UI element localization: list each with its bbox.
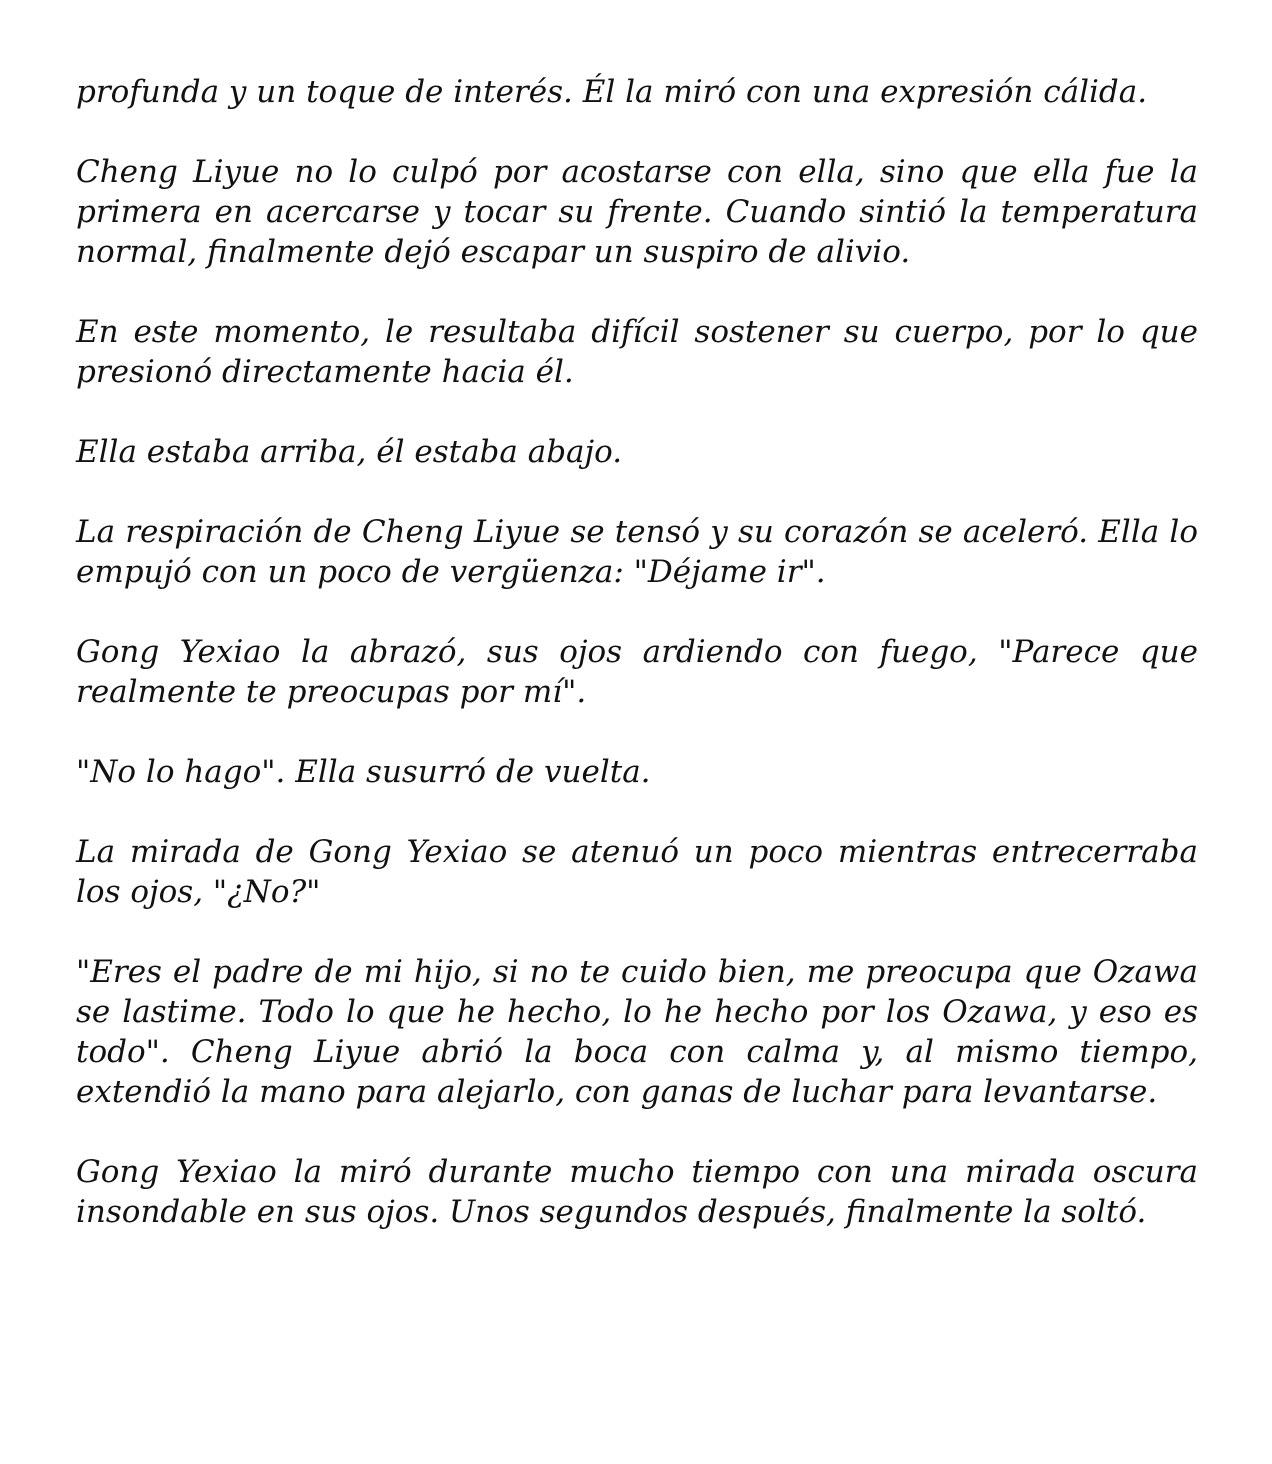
paragraph: "Eres el padre de mi hijo, si no te cuido bien, me preocupa que Ozawa se lastime. Todo lo que he hecho, lo he hecho por los Ozawa, y eso es todo". Cheng Liyue abrió la boca con calma y, al mismo tiempo, extendió la mano para alejarlo, con ganas de luchar para levantarse. <box>76 954 1198 1110</box>
paragraph: La respiración de Cheng Liyue se tensó y su corazón se aceleró. Ella lo empujó con un poco de vergüenza: "Déjame ir". <box>76 514 1198 590</box>
paragraph: Gong Yexiao la miró durante mucho tiempo con una mirada oscura insondable en sus ojos. Unos segundos después, finalmente la soltó. <box>76 1154 1198 1230</box>
paragraph: profunda y un toque de interés. Él la miró con una expresión cálida. <box>76 74 1148 110</box>
paragraph: Gong Yexiao la abrazó, sus ojos ardiendo con fuego, "Parece que realmente te preocupas por mí". <box>76 634 1198 710</box>
paragraph: "No lo hago". Ella susurró de vuelta. <box>76 754 651 790</box>
paragraph: La mirada de Gong Yexiao se atenuó un poco mientras entrecerraba los ojos, "¿No?" <box>76 834 1198 910</box>
paragraph: En este momento, le resultaba difícil sostener su cuerpo, por lo que presionó directamente hacia él. <box>76 314 1198 390</box>
paragraph: Cheng Liyue no lo culpó por acostarse con ella, sino que ella fue la primera en acercarse y tocar su frente. Cuando sintió la temperatura normal, finalmente dejó escapar un suspiro de alivio. <box>76 154 1198 270</box>
document-page <box>76 72 1198 1232</box>
paragraph: Ella estaba arriba, él estaba abajo. <box>76 434 623 470</box>
